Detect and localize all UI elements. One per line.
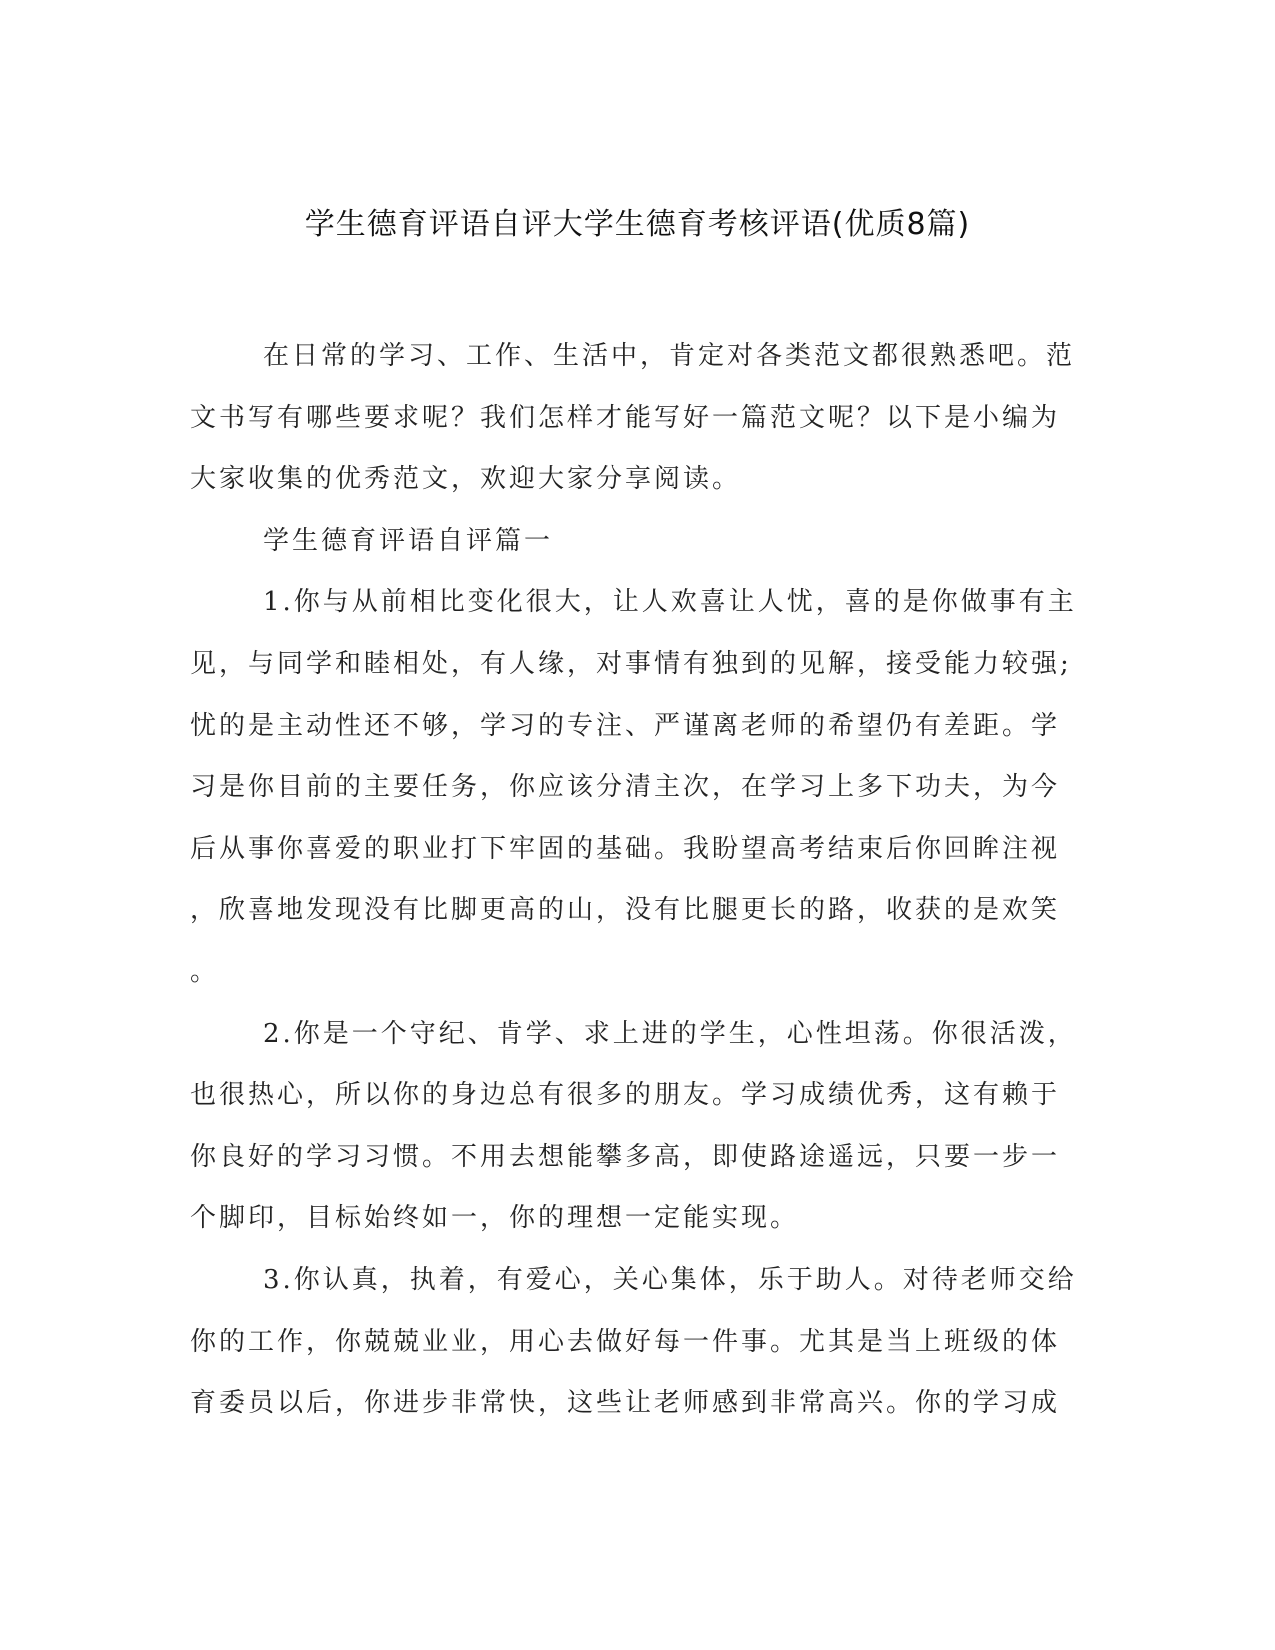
- intro-line: 在日常的学习、工作、生活中，肯定对各类范文都很熟悉吧。范: [263, 341, 1076, 371]
- item3-line: 你的工作，你兢兢业业，用心去做好每一件事。尤其是当上班级的体: [190, 1326, 1061, 1357]
- item1-line: 。: [190, 956, 220, 987]
- item2-line: 个脚印，目标始终如一，你的理想一定能实现。: [190, 1203, 800, 1234]
- item3-line: 育委员以后，你进步非常快，这些让老师感到非常高兴。你的学习成: [190, 1388, 1061, 1419]
- document-title: 学生德育评语自评大学生德育考核评语(优质8篇): [304, 207, 971, 242]
- item1-line: 习是你目前的主要任务，你应该分清主次，在学习上多下功夫，为今: [190, 772, 1061, 803]
- item3-line: 3.你认真，执着，有爱心，关心集体，乐于助人。对待老师交给: [263, 1264, 1077, 1295]
- item1-line: ，欣喜地发现没有比脚更高的山，没有比腿更长的路，收获的是欢笑: [190, 895, 1061, 926]
- section-heading: 学生德育评语自评篇一: [263, 525, 554, 556]
- item2-line: 2.你是一个守纪、肯学、求上进的学生，心性坦荡。你很活泼，: [263, 1018, 1077, 1049]
- item1-line: 后从事你喜爱的职业打下牢固的基础。我盼望高考结束后你回眸注视: [190, 833, 1061, 864]
- intro-line: 大家收集的优秀范文，欢迎大家分享阅读。: [190, 464, 742, 495]
- item2-line: 你良好的学习习惯。不用去想能攀多高，即使路途遥远，只要一步一: [190, 1141, 1061, 1172]
- item2-line: 也很热心，所以你的身边总有很多的朋友。学习成绩优秀，这有赖于: [190, 1080, 1061, 1111]
- item1-line: 见，与同学和睦相处，有人缘，对事情有独到的见解，接受能力较强;: [190, 648, 1072, 679]
- item1-line: 1.你与从前相比变化很大，让人欢喜让人忧，喜的是你做事有主: [263, 587, 1077, 618]
- document-body: [190, 326, 1085, 1435]
- intro-line: 文书写有哪些要求呢？我们怎样才能写好一篇范文呢？以下是小编为: [190, 402, 1061, 433]
- item1-line: 忧的是主动性还不够，学习的专注、严谨离老师的希望仍有差距。学: [190, 710, 1061, 741]
